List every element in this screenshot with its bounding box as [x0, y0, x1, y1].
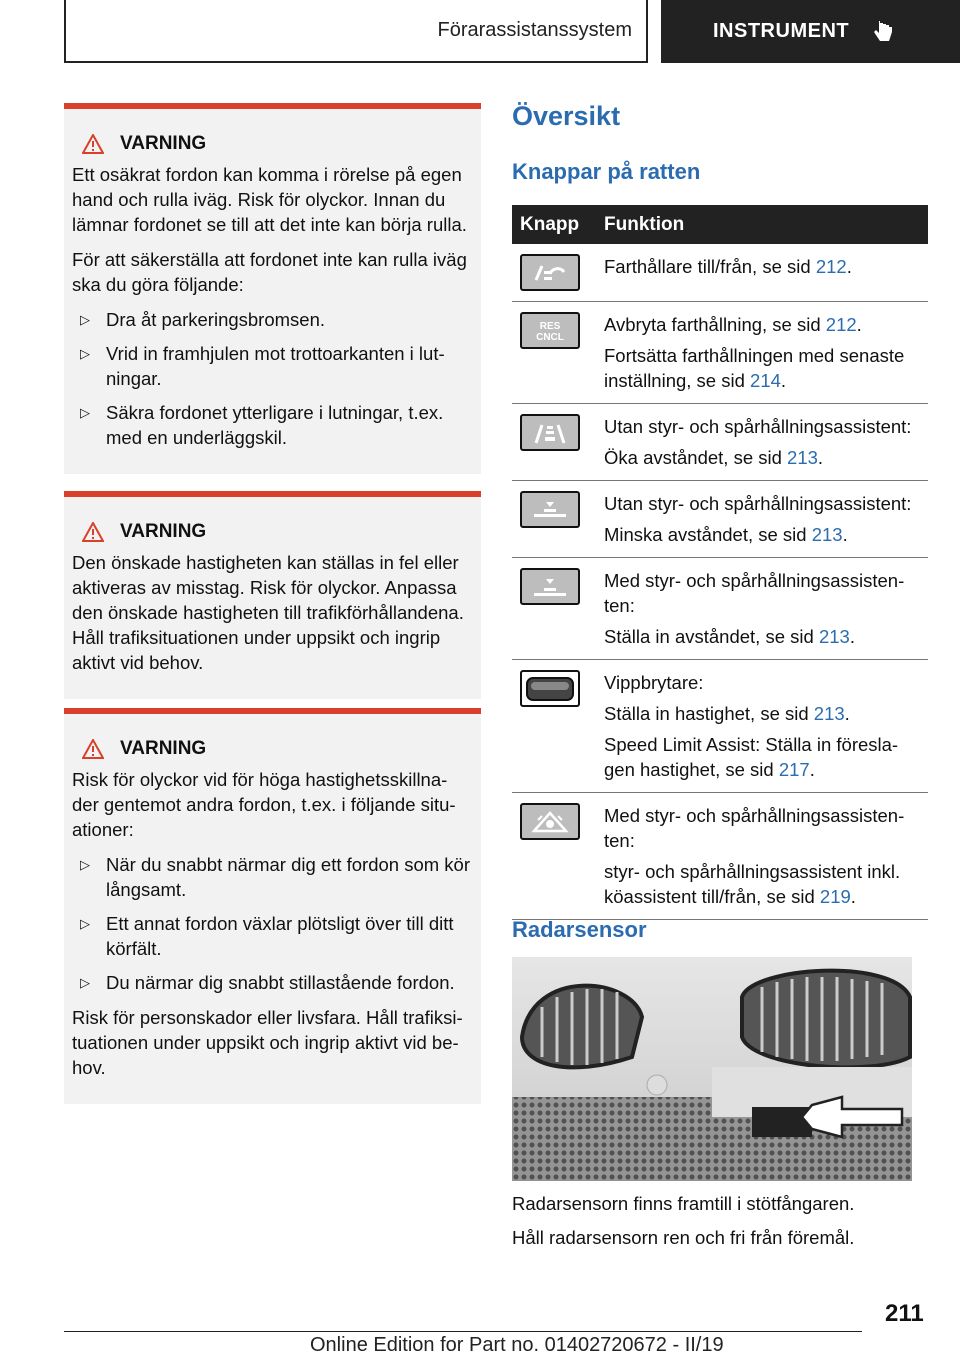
function-text: Öka avståndet, se sid 213. [604, 447, 824, 468]
function-text: Avbryta farthållning, se sid 212. [604, 314, 862, 335]
warning-list [72, 307, 473, 450]
list-item: ▷ Vrid in framhjulen mot trottoarkanten i lut-ningar. [80, 343, 445, 389]
warning-title: VARNING [72, 736, 473, 761]
svg-text:CNCL: CNCL [536, 331, 564, 343]
function-text: Ställa in avståndet, se sid 213. [604, 626, 855, 647]
subsection-title: Knappar på ratten [512, 159, 701, 184]
radar-caption-1: Radarsensorn finns framtill i stötfångaren. [512, 1193, 855, 1214]
page-link[interactable]: 217 [778, 759, 810, 780]
distance-decrease-icon [520, 491, 580, 528]
table-row [512, 660, 928, 793]
list-item: ▷ Ett annat fordon växlar plötsligt över till ditt körfält. [80, 913, 454, 959]
function-text: Ställa in hastighet, se sid 213. [604, 703, 850, 724]
header-chapter-title: INSTRUMENT [713, 20, 850, 42]
function-text: Minska avståndet, se sid 213. [604, 524, 848, 545]
list-item: ▷ När du snabbt närmar dig ett fordon som kör långsamt. [80, 854, 471, 900]
header-section-title: Förarassistanssystem [437, 19, 632, 41]
pointing-hand-icon [871, 19, 895, 45]
warning-text: Den önskade hastigheten kan ställas in fel eller aktiveras av misstag. Risk för olyckor. Anpassa den önskade hastigheten till trafikförhållandena. Håll trafiksituationen under uppsikt och ingrip aktivt vid behov. [72, 552, 464, 673]
page-link[interactable]: 212 [815, 256, 847, 277]
function-text: Utan styr- och spårhållningsassistent: [604, 493, 912, 514]
table-row [512, 558, 928, 660]
section-title: Översikt [512, 101, 621, 131]
warning-text: Risk för personskador eller livsfara. Håll trafiksi-tuationen under uppsikt och ingrip aktivt vid be-hov. [72, 1007, 463, 1078]
table-row [512, 793, 928, 920]
warning-text: Ett osäkrat fordon kan komma i rörelse på egen hand och rulla iväg. Risk för olyckor. Innan du lämnar fordonet se till att det inte kan börja rulla. [72, 164, 467, 235]
table-header-function: Funktion [596, 205, 928, 244]
footer-edition: Online Edition for Part no. 01402720672 - II/19 [310, 1334, 724, 1356]
table-row [512, 404, 928, 481]
svg-text:RES: RES [539, 320, 561, 332]
warning-triangle-icon [82, 522, 104, 542]
table-row [512, 481, 928, 558]
header-section [64, 0, 648, 63]
page-link[interactable]: 213 [818, 626, 850, 647]
function-text: Med styr- och spårhållningsassisten-ten: [604, 570, 905, 616]
function-text: Farthållare till/från, se sid 212. [604, 256, 852, 277]
function-text: styr- och spårhållningsassistent inkl. köassistent till/från, se sid 219. [604, 861, 901, 907]
radar-sensor-image [512, 957, 912, 1181]
list-item: ▷ Du närmar dig snabbt stillastående fordon. [80, 972, 455, 993]
radar-section-title: Radarsensor [512, 917, 647, 942]
table-row [512, 244, 928, 302]
page-link[interactable]: 214 [750, 370, 781, 391]
function-text: Fortsätta farthållningen med senaste inställning, se sid 214. [604, 345, 905, 391]
footer-divider [64, 1331, 862, 1332]
res-cncl-icon [520, 312, 580, 349]
warning-title: VARNING [72, 519, 473, 544]
function-text: Speed Limit Assist: Ställa in föresla-gen hastighet, se sid 217. [604, 734, 899, 780]
page-link[interactable]: 212 [825, 314, 857, 335]
page-link[interactable]: 219 [819, 886, 851, 907]
function-text: Utan styr- och spårhållningsassistent: [604, 416, 912, 437]
warning-box-1 [64, 103, 481, 474]
warning-title: VARNING [72, 131, 473, 156]
warning-box-3 [64, 708, 481, 1104]
rocker-switch-icon [520, 670, 580, 707]
warning-text: För att säkerställa att fordonet inte kan rulla iväg ska du göra följande: [72, 249, 467, 295]
warning-triangle-icon [82, 739, 104, 759]
page-number: 211 [885, 1300, 924, 1327]
function-text: Med styr- och spårhållningsassisten-ten: [604, 805, 905, 851]
header-chapter [661, 0, 960, 63]
page-link[interactable]: 213 [787, 447, 818, 468]
warning-box-2 [64, 491, 481, 699]
warning-text: Risk för olyckor vid för höga hastighetsskillna-der gentemot andra fordon, t.ex. i följande situ-ationer: [72, 769, 456, 840]
list-item: ▷ Dra åt parkeringsbromsen. [80, 309, 326, 330]
function-text: Vippbrytare: [604, 672, 704, 693]
distance-increase-icon [520, 414, 580, 451]
warning-triangle-icon [82, 134, 104, 154]
steering-assist-icon [520, 803, 580, 840]
table-row [512, 302, 928, 404]
distance-set-icon [520, 568, 580, 605]
list-item: ▷ Säkra fordonet ytterligare i lutningar, t.ex. med en underläggskil. [80, 402, 444, 448]
page-link[interactable]: 213 [811, 524, 843, 545]
page-link[interactable]: 213 [813, 703, 845, 724]
buttons-table [512, 205, 928, 920]
table-header-key: Knapp [512, 205, 596, 244]
warning-list [72, 852, 473, 995]
radar-caption-2: Håll radarsensorn ren och fri från föremål. [512, 1227, 855, 1248]
cruise-control-icon [520, 254, 580, 291]
